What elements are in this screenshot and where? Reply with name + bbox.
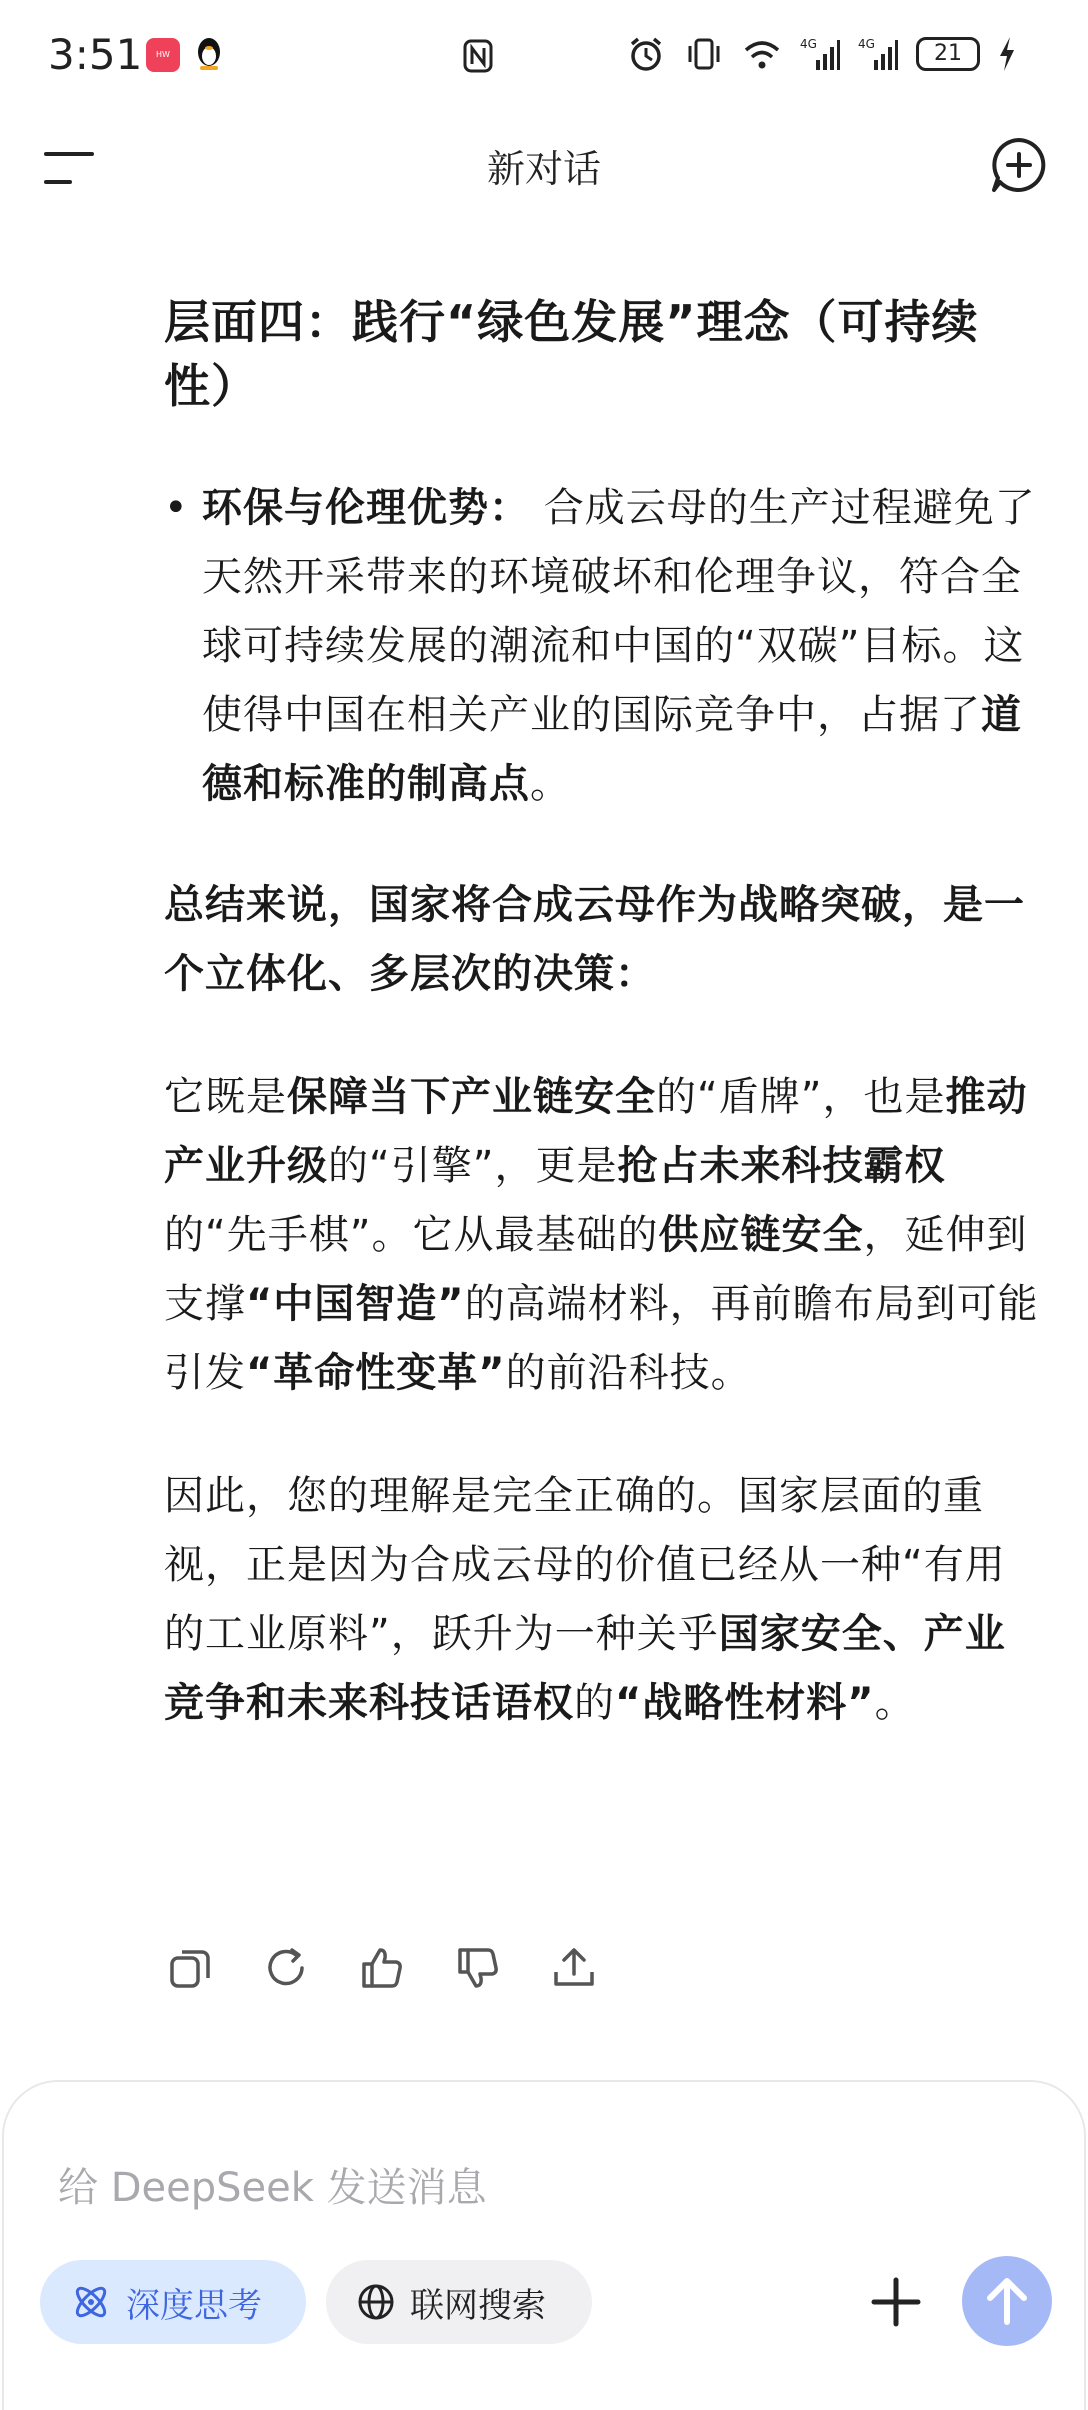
status-bar bbox=[0, 0, 1088, 110]
deep-think-button[interactable] bbox=[40, 2260, 306, 2344]
web-search-label: 联网搜索 bbox=[410, 2285, 546, 2326]
section-heading: 层面四：践行“绿色发展”理念（可持续性） bbox=[164, 295, 979, 413]
wifi-icon bbox=[742, 34, 782, 74]
page-title: 新对话 bbox=[486, 147, 601, 191]
summary-paragraph: 总结来说，国家将合成云母作为战略突破，是一个立体化、多层次的决策： bbox=[164, 882, 1025, 997]
nfc-icon bbox=[462, 38, 494, 74]
paragraph-2 bbox=[164, 1063, 1044, 1408]
text-span: 的“先手棋”。它从最基础的 bbox=[164, 1212, 659, 1258]
bullet-label: 环保与伦理优势： bbox=[202, 485, 530, 531]
message-composer bbox=[2, 2080, 1086, 2410]
web-search-button[interactable] bbox=[326, 2260, 592, 2344]
plus-icon[interactable] bbox=[868, 2274, 924, 2330]
bullet-bold-text: 道德和标准的制高点 bbox=[202, 692, 1022, 807]
svg-text:4G: 4G bbox=[800, 37, 817, 51]
huawei-app-icon: HW bbox=[146, 38, 180, 72]
bold-span: 推动产业升级 bbox=[164, 1074, 1028, 1189]
bullet-item bbox=[164, 474, 1044, 819]
text-span: 因此，您的理解是完全正确的。国家层面的重视，正是因为合成云母的价值已经从一种“有用的工业原料”，跃升为一种关乎 bbox=[164, 1473, 1006, 1657]
message-input[interactable]: 给 DeepSeek 发送消息 bbox=[58, 2165, 487, 2211]
text-span: 的 bbox=[574, 1680, 615, 1726]
thumbs-up-icon[interactable] bbox=[358, 1944, 406, 1992]
text-span: 的前沿科技。 bbox=[505, 1350, 752, 1396]
bullet-text-end: 。 bbox=[530, 761, 571, 807]
bold-span: 抢占未来科技霸权 bbox=[617, 1143, 946, 1189]
charging-icon bbox=[998, 37, 1016, 71]
status-time: 3:51 bbox=[48, 30, 143, 79]
send-button[interactable] bbox=[962, 2256, 1052, 2346]
signal-4g-icon bbox=[800, 34, 840, 74]
message-actions bbox=[166, 1944, 598, 1992]
copy-icon[interactable] bbox=[166, 1944, 214, 1992]
text-span: 它既是 bbox=[164, 1074, 287, 1120]
bold-span: “中国智造” bbox=[246, 1281, 465, 1327]
deep-think-label: 深度思考 bbox=[126, 2285, 262, 2326]
qq-penguin-icon bbox=[194, 36, 224, 72]
app-header bbox=[0, 110, 1088, 220]
paragraph-3 bbox=[164, 1462, 1044, 1738]
text-span: 。 bbox=[874, 1680, 916, 1726]
assistant-message bbox=[164, 290, 1044, 1738]
alarm-icon bbox=[626, 34, 666, 74]
vibrate-icon bbox=[684, 34, 724, 74]
globe-icon bbox=[356, 2282, 396, 2322]
text-span: 的“引擎”，更是 bbox=[328, 1143, 618, 1189]
bullet-text: 合成云母的生产过程避免了天然开采带来的环境破坏和伦理争议，符合全球可持续发展的潮流和中国的“双碳”目标。这使得中国在相关产业的国际竞争中，占据了 bbox=[202, 485, 1036, 738]
atom-icon bbox=[70, 2281, 112, 2323]
bold-span: 供应链安全 bbox=[658, 1212, 864, 1258]
arrow-up-icon bbox=[962, 2256, 1052, 2346]
regenerate-icon[interactable] bbox=[262, 1944, 310, 1992]
bold-span: “革命性变革” bbox=[246, 1350, 506, 1396]
bold-span: “战略性材料” bbox=[615, 1680, 875, 1726]
bold-span: 保障当下产业链安全 bbox=[287, 1074, 656, 1120]
svg-text:4G: 4G bbox=[858, 37, 875, 51]
thumbs-down-icon[interactable] bbox=[454, 1944, 502, 1992]
new-chat-icon[interactable] bbox=[990, 136, 1048, 194]
text-span: ，延伸到支撑 bbox=[164, 1212, 1028, 1327]
text-span: 的“盾牌”，也是 bbox=[656, 1074, 946, 1120]
share-icon[interactable] bbox=[550, 1944, 598, 1992]
bold-span: 国家安全、产业竞争和未来科技话语权 bbox=[164, 1611, 1006, 1726]
text-span: 的高端材料，再前瞻布局到可能引发 bbox=[164, 1281, 1039, 1396]
signal-4g-icon-2 bbox=[858, 34, 898, 74]
battery-indicator: 21 bbox=[916, 37, 980, 71]
